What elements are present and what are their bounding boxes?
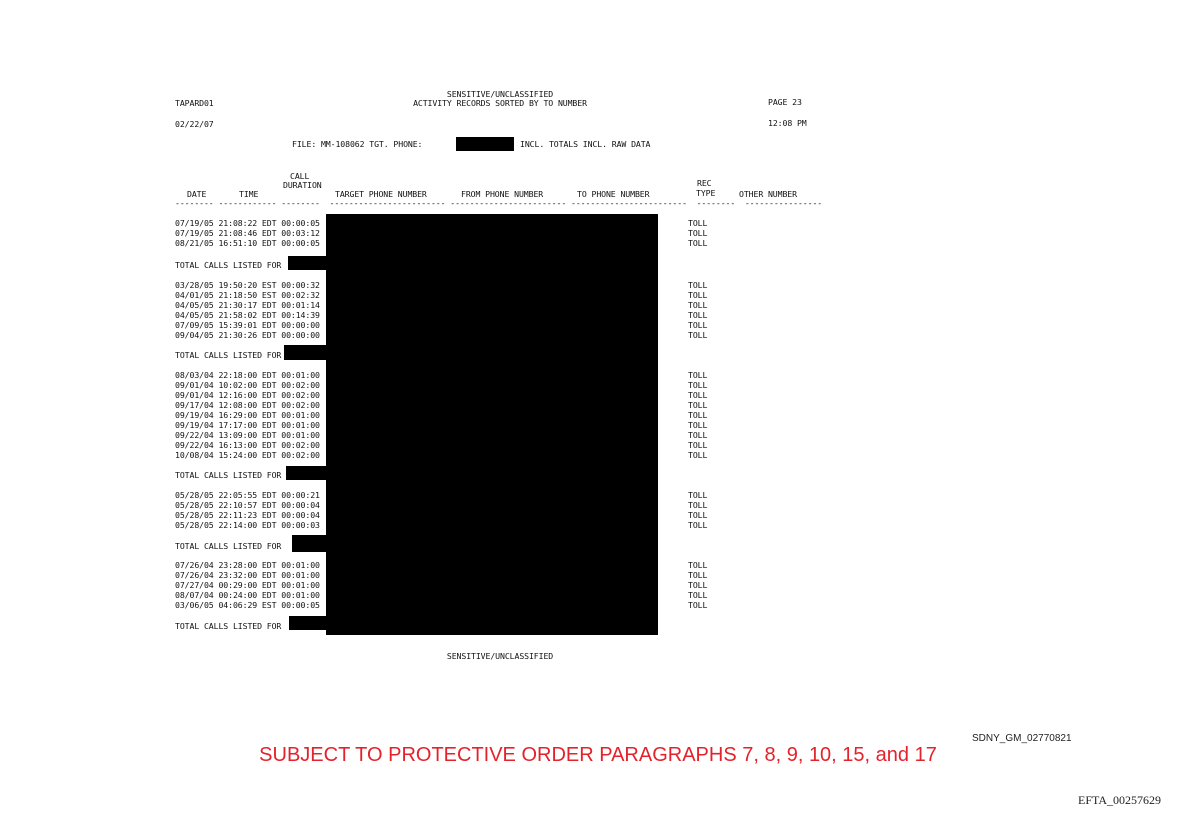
report-time: 12:08 PM [768,118,807,128]
rec-type: TOLL [688,520,708,530]
redaction-total [286,466,328,480]
col-to: TO PHONE NUMBER [577,189,650,199]
rec-type: TOLL [688,400,708,410]
col-from: FROM PHONE NUMBER [461,189,544,199]
table-row: 07/26/04 23:32:00 EDT 00:01:00 [175,570,320,580]
total-row: TOTAL CALLS LISTED FOR [175,350,282,360]
redaction-total [288,256,328,270]
redaction-phone-columns [326,214,658,635]
report-title: ACTIVITY RECORDS SORTED BY TO NUMBER [413,98,587,108]
rec-type: TOLL [688,490,708,500]
table-row: 09/17/04 12:08:00 EDT 00:02:00 [175,400,320,410]
table-row: 09/01/04 12:16:00 EDT 00:02:00 [175,390,320,400]
col-rec: REC [697,178,712,188]
rec-type: TOLL [688,440,708,450]
rec-type: TOLL [688,330,708,340]
total-row: TOTAL CALLS LISTED FOR [175,621,282,631]
table-row: 07/19/05 21:08:46 EDT 00:03:12 [175,228,320,238]
rec-type: TOLL [688,430,708,440]
col-other: OTHER NUMBER [739,189,797,199]
col-time: TIME [239,189,259,199]
rec-type: TOLL [688,228,708,238]
total-row: TOTAL CALLS LISTED FOR [175,260,282,270]
table-row: 09/01/04 10:02:00 EDT 00:02:00 [175,380,320,390]
rec-type: TOLL [688,580,708,590]
total-row: TOTAL CALLS LISTED FOR [175,470,282,480]
table-row: 09/04/05 21:30:26 EDT 00:00:00 [175,330,320,340]
file-line-right: INCL. TOTALS INCL. RAW DATA [520,139,651,149]
table-row: 07/27/04 00:29:00 EDT 00:01:00 [175,580,320,590]
col-target: TARGET PHONE NUMBER [335,189,427,199]
table-row: 05/28/05 22:05:55 EDT 00:00:21 [175,490,320,500]
rec-type: TOLL [688,560,708,570]
rec-type: TOLL [688,570,708,580]
table-row: 05/28/05 22:11:23 EDT 00:00:04 [175,510,320,520]
table-row: 05/28/05 22:14:00 EDT 00:00:03 [175,520,320,530]
rec-type: TOLL [688,320,708,330]
rec-type: TOLL [688,300,708,310]
rec-type: TOLL [688,510,708,520]
classification-footer: SENSITIVE/UNCLASSIFIED [446,651,554,661]
rec-type: TOLL [688,290,708,300]
redaction-total [289,616,328,630]
rec-type: TOLL [688,310,708,320]
rec-type: TOLL [688,380,708,390]
report-id: TAPARD01 [175,98,214,108]
table-row: 09/22/04 13:09:00 EDT 00:01:00 [175,430,320,440]
rec-type: TOLL [688,370,708,380]
table-row: 07/26/04 23:28:00 EDT 00:01:00 [175,560,320,570]
rec-type: TOLL [688,390,708,400]
table-row: 07/19/05 21:08:22 EDT 00:00:05 [175,218,320,228]
table-row: 05/28/05 22:10:57 EDT 00:00:04 [175,500,320,510]
table-row: 03/28/05 19:50:20 EST 00:00:32 [175,280,320,290]
rec-type: TOLL [688,500,708,510]
rec-type: TOLL [688,410,708,420]
rec-type: TOLL [688,450,708,460]
col-call: CALL [290,171,310,181]
table-row: 04/05/05 21:58:02 EDT 00:14:39 [175,310,320,320]
total-row: TOTAL CALLS LISTED FOR [175,541,282,551]
page-number: PAGE 23 [768,97,802,107]
rec-type: TOLL [688,218,708,228]
rec-type: TOLL [688,238,708,248]
table-row: 04/05/05 21:30:17 EDT 00:01:14 [175,300,320,310]
table-row: 09/22/04 16:13:00 EDT 00:02:00 [175,440,320,450]
bates-number: SDNY_GM_02770821 [972,733,1072,744]
col-type: TYPE [696,188,716,198]
rec-type: TOLL [688,420,708,430]
header-separator: -------- ------------ -------- ------------------------ ------------------------ ------------------------ -------- ---------------- [175,198,823,208]
redaction-target-phone [456,137,514,151]
table-row: 07/09/05 15:39:01 EDT 00:00:00 [175,320,320,330]
table-row: 04/01/05 21:18:50 EST 00:02:32 [175,290,320,300]
classification-header: SENSITIVE/UNCLASSIFIED [446,89,554,99]
rec-type: TOLL [688,590,708,600]
efta-number: EFTA_00257629 [1078,793,1162,807]
table-row: 09/19/04 17:17:00 EDT 00:01:00 [175,420,320,430]
table-row: 10/08/04 15:24:00 EDT 00:02:00 [175,450,320,460]
rec-type: TOLL [688,600,708,610]
table-row: 08/07/04 00:24:00 EDT 00:01:00 [175,590,320,600]
col-date: DATE [187,189,207,199]
protective-order-notice: SUBJECT TO PROTECTIVE ORDER PARAGRAPHS 7, 8, 9, 10, 15, and 17 [259,744,937,766]
table-row: 08/03/04 22:18:00 EDT 00:01:00 [175,370,320,380]
report-date: 02/22/07 [175,119,214,129]
redaction-total [292,535,328,552]
table-row: 08/21/05 16:51:10 EDT 00:00:05 [175,238,320,248]
table-row: 09/19/04 16:29:00 EDT 00:01:00 [175,410,320,420]
col-duration: DURATION [283,180,322,190]
table-row: 03/06/05 04:06:29 EST 00:00:05 [175,600,320,610]
rec-type: TOLL [688,280,708,290]
file-line-left: FILE: MM-108062 TGT. PHONE: [292,139,423,149]
redaction-total [284,345,328,360]
